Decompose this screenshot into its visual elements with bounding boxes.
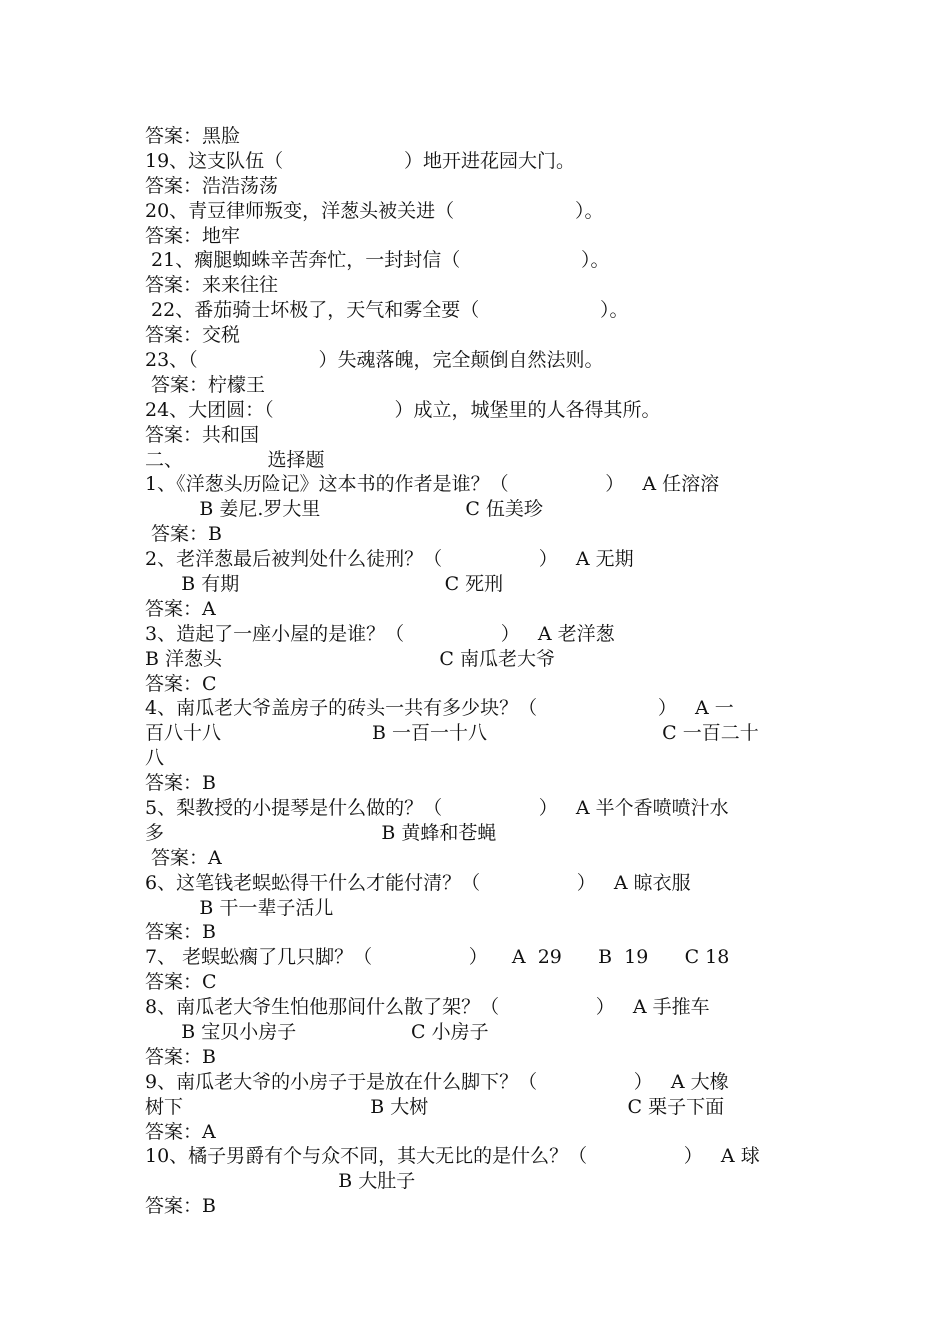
question-line: 2、老洋葱最后被判处什么徒刑？（ ） A 无期 (145, 548, 634, 570)
question-line: 3、造起了一座小屋的是谁？（ ） A 老洋葱 (145, 623, 615, 645)
options-line: 树下 B 大树 C 栗子下面 (145, 1096, 725, 1118)
question-line: 23、（ ）失魂落魄，完全颠倒自然法则。 (145, 349, 604, 371)
options-line: B 有期 C 死刑 (145, 573, 504, 595)
answer-line: 答案：A (145, 1121, 216, 1143)
answer-line: 答案：B (145, 921, 216, 943)
question-line: 5、梨教授的小提琴是什么做的？（ ） A 半个香喷喷汁水 (145, 797, 729, 819)
question-line: 1、《洋葱头历险记》这本书的作者是谁？（ ） A 任溶溶 (145, 473, 720, 495)
question-line: 21、瘸腿蜘蛛辛苦奔忙，一封封信（ ）。 (145, 249, 610, 271)
answer-line: 答案：A (145, 847, 222, 869)
options-line: 多 B 黄蜂和苍蝇 (145, 822, 497, 844)
options-line: B 宝贝小房子 C 小房子 (145, 1021, 489, 1043)
answer-line: 答案：黑脸 (145, 125, 241, 147)
answer-line: 答案：B (145, 1195, 216, 1217)
question-line: 8、南瓜老大爷生怕他那间什么散了架？（ ） A 手推车 (145, 996, 710, 1018)
question-line: 10、橘子男爵有个与众不同，其大无比的是什么？（ ） A 球 (145, 1145, 760, 1167)
answer-line: 答案：柠檬王 (145, 374, 266, 396)
answer-line: 答案：地牢 (145, 225, 241, 247)
answer-line: 答案：交税 (145, 324, 241, 346)
options-line: B 干一辈子活儿 (145, 897, 334, 919)
answer-line: 答案：B (145, 1046, 216, 1068)
answer-line: 答案：浩浩荡荡 (145, 175, 279, 197)
answer-line: 答案：B (145, 523, 223, 545)
options-line: 八 (145, 747, 165, 769)
question-line: 20、青豆律师叛变，洋葱头被关进（ ）。 (145, 200, 604, 222)
answer-line: 答案：共和国 (145, 424, 260, 446)
options-line: 百八十八 B 一百一十八 C 一百二十 (145, 722, 759, 744)
options-line: B 姜尼.罗大里 C 伍美珍 (145, 498, 543, 520)
question-line: 22、番茄骑士坏极了，天气和雾全要（ ）。 (145, 299, 629, 321)
options-line: B 大肚子 (145, 1170, 416, 1192)
question-line: 7、 老蜈蚣瘸了几只脚？（ ） A 29 B 19 C 18 (145, 946, 730, 968)
answer-line: 答案：A (145, 598, 216, 620)
section-heading: 二、 选择题 (145, 449, 325, 471)
question-line: 9、南瓜老大爷的小房子于是放在什么脚下？（ ） A 大橡 (145, 1071, 729, 1093)
question-line: 6、这笔钱老蜈蚣得干什么才能付清？（ ） A 晾衣服 (145, 872, 691, 894)
options-line: B 洋葱头 C 南瓜老大爷 (145, 648, 556, 670)
answer-line: 答案：C (145, 673, 217, 695)
answer-line: 答案：B (145, 772, 216, 794)
answer-line: 答案：来来往往 (145, 274, 279, 296)
question-line: 24、大团圆：（ ）成立，城堡里的人各得其所。 (145, 399, 661, 421)
question-line: 4、南瓜老大爷盖房子的砖头一共有多少块？（ ） A 一 (145, 697, 734, 719)
answer-line: 答案：C (145, 971, 217, 993)
question-line: 19、这支队伍（ ）地开进花园大门。 (145, 150, 575, 172)
